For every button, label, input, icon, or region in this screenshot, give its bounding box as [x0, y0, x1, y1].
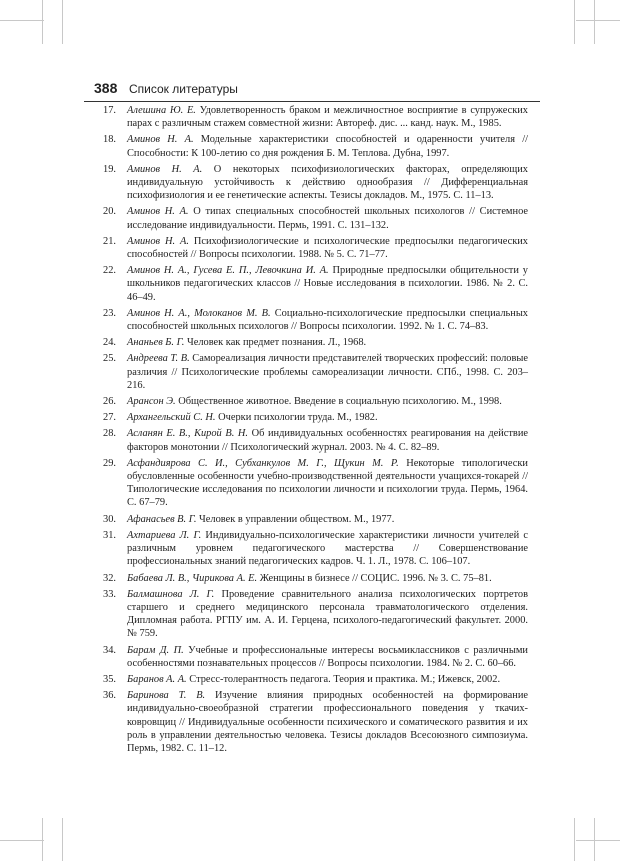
reference-text: Общественное животное. Введение в социальную психологию. М., 1998.	[175, 396, 502, 408]
crop-mark	[576, 20, 620, 21]
reference-author: Андреева Т. В.	[127, 353, 190, 365]
reference-author: Асфандиярова С. И., Субханкулов М. Г., Щукин М. Р.	[127, 457, 399, 469]
reference-author: Аминов Н. А., Молоканов М. В.	[127, 307, 271, 319]
page-header	[84, 76, 540, 102]
crop-mark	[42, 0, 43, 44]
reference-text: Проведение сравнительного анализа психологических портретов старшего и среднего медицинского персонала травматологического отделения. Дипломная работа. РГПУ им. А. И. Герцена, психолого-педагогический факультет. 2000. № 759.	[127, 588, 528, 640]
reference-number: 29.	[103, 457, 116, 469]
reference-number: 34.	[103, 644, 116, 656]
reference-item	[96, 644, 528, 670]
page-number: 388	[94, 80, 118, 96]
reference-list	[96, 104, 528, 758]
reference-item	[96, 395, 528, 408]
reference-item	[96, 572, 528, 585]
reference-author: Аминов Н. А.	[127, 235, 189, 247]
reference-text: Человек в управлении обществом. М., 1977.	[196, 513, 395, 525]
crop-mark	[62, 818, 63, 861]
crop-mark	[576, 840, 620, 841]
crop-mark	[594, 0, 595, 44]
reference-item	[96, 133, 528, 159]
reference-number: 18.	[103, 134, 116, 146]
reference-number: 27.	[103, 412, 116, 424]
reference-text: Индивидуально-психологические характеристики личности учителей с различным уровнем педагогического мастерства // Совершенствование профессиональных знаний педагогических кадров. Ч. 1. Л., 1978. С. 106–107.	[127, 529, 528, 568]
reference-author: Арансон Э.	[127, 396, 176, 408]
header-rule	[84, 101, 540, 102]
reference-author: Аминов Н. А.	[127, 134, 194, 146]
reference-author: Ахтариева Л. Г.	[127, 529, 202, 541]
reference-item	[96, 307, 528, 333]
reference-number: 21.	[103, 235, 116, 247]
reference-text: Изучение влияния природных особенностей на формирование индивидуально-своеобразной стратегии профессионального поведения у ткачих-ковровщиц // Индивидуальные особенности психического и соматического развития и их роль в управлении деятельностью человека. Тезисы докладов Всесоюзного симпозиума. Пермь, 1982. С. 11–12.	[127, 690, 528, 754]
reference-item	[96, 588, 528, 641]
reference-number: 26.	[103, 396, 116, 408]
reference-number: 28.	[103, 428, 116, 440]
reference-number: 35.	[103, 673, 116, 685]
reference-number: 23.	[103, 307, 116, 319]
reference-item	[96, 457, 528, 510]
reference-number: 22.	[103, 265, 116, 277]
reference-author: Аминов Н. А., Гусева Е. П., Левочкина И. А.	[127, 265, 329, 277]
reference-item	[96, 689, 528, 755]
reference-text: О типах специальных способностей школьных психологов // Системное исследование индивидуальности. Пермь, 1991. С. 131–132.	[127, 206, 529, 231]
crop-mark	[62, 0, 63, 44]
reference-item	[96, 427, 528, 453]
reference-text: Женщины в бизнесе // СОЦИС. 1996. № 3. С. 75–81.	[257, 572, 492, 584]
reference-number: 20.	[103, 206, 116, 218]
reference-author: Баринова Т. В.	[127, 690, 206, 702]
reference-item	[96, 264, 528, 304]
reference-text: Очерки психологии труда. М., 1982.	[215, 412, 378, 424]
reference-author: Асланян Е. В., Кирой В. Н.	[127, 428, 248, 440]
crop-mark	[0, 20, 44, 21]
reference-item	[96, 205, 528, 231]
reference-author: Балмашнова Л. Г.	[127, 588, 215, 600]
reference-text: Природные предпосылки общительности у школьников педагогических классов // Новые исследования в психологии. 1986. № 2. С. 46–49.	[127, 265, 528, 303]
reference-text: Социально-психологические предпосылки специальных способностей школьных психологов // Вопросы психологии. 1992. № 1. С. 74–83.	[127, 307, 528, 333]
reference-item	[96, 336, 528, 349]
reference-number: 17.	[103, 105, 116, 116]
reference-author: Аминов Н. А.	[127, 206, 189, 218]
reference-author: Ананьев Б. Г.	[127, 337, 185, 349]
reference-author: Афанасьев В. Г.	[127, 513, 197, 525]
reference-number: 32.	[103, 572, 116, 584]
reference-author: Бабаева Л. В., Чирикова А. Е.	[127, 572, 258, 584]
reference-item	[96, 673, 528, 686]
reference-number: 36.	[103, 690, 116, 702]
reference-number: 25.	[103, 353, 116, 365]
reference-text: Удовлетворенность браком и межличностное восприятие в супружеских парах с различным стажем совместной жизни: Автореф. дис. ... канд. наук. М., 1985.	[127, 105, 529, 130]
reference-text: Человек как предмет познания. Л., 1968.	[184, 337, 367, 349]
crop-mark	[574, 818, 575, 861]
reference-text: Некоторые типологически обусловленные особенности учебно-производственной деятельности учащихся-токарей // Типологические исследования по психологии личности и психологии труда. Пермь, 1964. С. 67–79.	[127, 457, 528, 509]
reference-number: 33.	[103, 588, 116, 600]
reference-text: О некоторых психофизиологических факторах, определяющих индивидуальную устойчивость к действию однообразия // Дифференциальная психофизиология и ее генетические аспекты. Тезисы докладов. М., 1975. С. 11–13.	[127, 163, 528, 202]
reference-item	[96, 352, 528, 392]
reference-item	[96, 104, 528, 130]
reference-number: 31.	[103, 529, 116, 541]
crop-mark	[0, 840, 44, 841]
reference-author: Барам Д. П.	[127, 644, 184, 656]
reference-text: Модельные характеристики способностей и одаренности учителя // Способности: К 100-летию со дня рождения Б. М. Теплова. Дубна, 1997.	[127, 134, 528, 159]
reference-text: Психофизиологические и психологические предпосылки педагогических способностей // Вопросы психологии. 1988. № 5. С. 71–77.	[127, 235, 528, 261]
reference-author: Архангельский С. Н.	[127, 412, 216, 424]
reference-text: Самореализация личности представителей творческих профессий: половые различия // Психологические проблемы самореализации личности. СПб., 1998. С. 203–216.	[127, 353, 528, 391]
reference-author: Аминов Н. А.	[127, 163, 203, 175]
reference-item	[96, 529, 528, 569]
crop-mark	[574, 0, 575, 44]
reference-item	[96, 411, 528, 424]
reference-number: 24.	[103, 337, 116, 349]
reference-item	[96, 163, 528, 203]
reference-author: Алешина Ю. Е.	[127, 105, 196, 116]
reference-number: 19.	[103, 163, 116, 175]
reference-number: 30.	[103, 513, 116, 525]
reference-item	[96, 513, 528, 526]
reference-text: Стресс-толерантность педагога. Теория и практика. М.; Ижевск, 2002.	[186, 673, 501, 685]
reference-text: Учебные и профессиональные интересы восьмиклассников с различными особенностями познавательных процессов // Вопросы психологии. 1984. № 2. С. 60–66.	[127, 644, 528, 669]
reference-author: Баранов А. А.	[127, 673, 187, 685]
running-title: Список литературы	[129, 82, 238, 96]
reference-item	[96, 235, 528, 261]
reference-text: Об индивидуальных особенностях реагирования на действие факторов монотонии // Психологический журнал. 2003. № 4. С. 82–89.	[127, 428, 529, 453]
